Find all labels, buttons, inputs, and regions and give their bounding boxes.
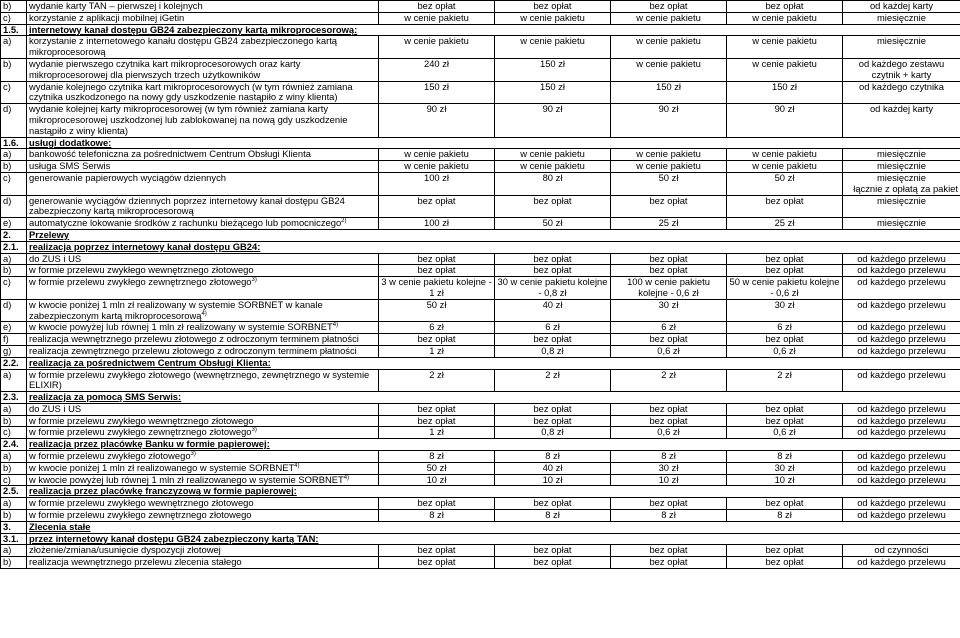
fee-frequency: od każdego przelewu: [843, 474, 960, 486]
fee-value: w cenie pakietu: [611, 149, 727, 161]
row-number: 2.4.: [1, 439, 27, 451]
row-description: wydanie kolejnej karty mikroprocesorowej (w tym również zamiana karty mikroprocesorowej uszkodzonej lub zablokowanej na nową gdy uszkodzenie nastąpiło z winy klienta): [27, 104, 379, 137]
fee-value: bez opłat: [379, 498, 495, 510]
fee-value: 2 zł: [611, 369, 727, 392]
fee-value: 2 zł: [379, 369, 495, 392]
section-row: [1, 486, 960, 498]
fee-frequency: od każdego przelewu: [843, 369, 960, 392]
table-row: [1, 498, 960, 510]
table-row: [1, 81, 960, 104]
fee-value: bez opłat: [495, 498, 611, 510]
fee-value: w cenie pakietu: [611, 161, 727, 173]
fee-value: bez opłat: [379, 265, 495, 277]
fee-value: 150 zł: [495, 58, 611, 81]
row-number: b): [1, 415, 27, 427]
fee-value: bez opłat: [611, 334, 727, 346]
fee-value: 30 zł: [727, 299, 843, 322]
fee-value: w cenie pakietu: [379, 36, 495, 59]
fee-value: 25 zł: [611, 218, 727, 230]
table-row: [1, 299, 960, 322]
row-description: w formie przelewu zwykłego wewnętrznego złotowego: [27, 415, 379, 427]
fee-value: bez opłat: [379, 403, 495, 415]
row-description: w kwocie poniżej 1 mln zł realizowanego w systemie SORBNET$^{4)}$: [27, 462, 379, 474]
row-description: w formie przelewu zwykłego złotowego (wewnętrznego, zewnętrznego w systemie ELIXIR): [27, 369, 379, 392]
section-title: realizacja poprzez internetowy kanał dostępu GB24:: [27, 241, 960, 253]
fee-value: 0,6 zł: [727, 427, 843, 439]
table-row: [1, 172, 960, 195]
row-number: a): [1, 451, 27, 463]
table-row: [1, 369, 960, 392]
fee-value: bez opłat: [727, 415, 843, 427]
footnote-marker: 4): [332, 322, 339, 329]
section-row: [1, 521, 960, 533]
row-number: b): [1, 462, 27, 474]
row-description: wydanie karty TAN – pierwszej i kolejnych: [27, 1, 379, 13]
fee-frequency: od każdego przelewu: [843, 462, 960, 474]
fee-value: 8 zł: [379, 451, 495, 463]
row-description: w formie przelewu zwykłego wewnętrznego złotowego: [27, 265, 379, 277]
table-row: [1, 451, 960, 463]
fee-value: bez opłat: [611, 557, 727, 569]
table-row: [1, 58, 960, 81]
fee-frequency: od każdego przelewu: [843, 403, 960, 415]
fee-value: 10 zł: [611, 474, 727, 486]
fee-value: w cenie pakietu: [727, 149, 843, 161]
fee-value: 50 w cenie pakietu kolejne - 0,6 zł: [727, 277, 843, 300]
fee-value: bez opłat: [611, 403, 727, 415]
table-row: [1, 195, 960, 218]
row-number: a): [1, 149, 27, 161]
fee-value: 50 zł: [379, 462, 495, 474]
table-row: [1, 322, 960, 334]
fee-value: 40 zł: [495, 462, 611, 474]
table-row: [1, 36, 960, 59]
row-description: w formie przelewu zwykłego wewnętrznego złotowego: [27, 498, 379, 510]
fee-value: 90 zł: [495, 104, 611, 137]
fee-value: 10 zł: [379, 474, 495, 486]
row-number: c): [1, 427, 27, 439]
fee-value: 25 zł: [727, 218, 843, 230]
section-row: [1, 137, 960, 149]
section-title: realizacja przez placówkę franczyzową w formie papierowej:: [27, 486, 960, 498]
fee-value: 240 zł: [379, 58, 495, 81]
row-number: a): [1, 403, 27, 415]
fee-value: 150 zł: [727, 81, 843, 104]
fee-value: 50 zł: [611, 172, 727, 195]
fee-value: bez opłat: [611, 415, 727, 427]
table-row: [1, 104, 960, 137]
fee-value: bez opłat: [727, 498, 843, 510]
footnote-marker: 4): [343, 474, 350, 481]
fee-value: w cenie pakietu: [379, 12, 495, 24]
fee-value: w cenie pakietu: [727, 58, 843, 81]
section-title: realizacja za pomocą SMS Serwis:: [27, 392, 960, 404]
fee-value: w cenie pakietu: [727, 161, 843, 173]
row-description: generowanie papierowych wyciągów dziennych: [27, 172, 379, 195]
fee-value: 50 zł: [379, 299, 495, 322]
fee-value: 100 zł: [379, 218, 495, 230]
fee-value: 6 zł: [495, 322, 611, 334]
fee-frequency: miesięcznie: [843, 161, 960, 173]
row-number: 1.5.: [1, 24, 27, 36]
row-description: w kwocie powyżej lub równej 1 mln zł realizowanego w systemie SORBNET$^{4)}$: [27, 474, 379, 486]
fee-value: 150 zł: [379, 81, 495, 104]
fee-value: w cenie pakietu: [611, 12, 727, 24]
row-description: wydanie pierwszego czytnika kart mikroprocesorowych oraz karty mikroprocesorowej dla pierwszych trzech użytkowników: [27, 58, 379, 81]
fee-value: bez opłat: [611, 253, 727, 265]
row-description: realizacja zewnętrznego przelewu złotowego z odroczonym terminem płatności: [27, 345, 379, 357]
fee-value: bez opłat: [727, 265, 843, 277]
row-number: b): [1, 58, 27, 81]
fee-value: bez opłat: [611, 195, 727, 218]
fee-value: bez opłat: [495, 545, 611, 557]
fee-value: 80 zł: [495, 172, 611, 195]
section-row: [1, 533, 960, 545]
row-number: 2.2.: [1, 357, 27, 369]
fee-value: bez opłat: [611, 265, 727, 277]
row-number: c): [1, 81, 27, 104]
table-row: [1, 149, 960, 161]
fee-value: 8 zł: [379, 510, 495, 522]
fee-value: 50 zł: [727, 172, 843, 195]
fee-value: bez opłat: [495, 195, 611, 218]
fee-value: w cenie pakietu: [727, 12, 843, 24]
row-number: 3.: [1, 521, 27, 533]
fee-value: 40 zł: [495, 299, 611, 322]
fee-value: bez opłat: [611, 545, 727, 557]
fee-frequency: od każdego czytnika: [843, 81, 960, 104]
table-row: [1, 403, 960, 415]
row-number: c): [1, 172, 27, 195]
fee-value: 0,8 zł: [495, 427, 611, 439]
row-number: 1.6.: [1, 137, 27, 149]
row-number: f): [1, 334, 27, 346]
fee-note: łącznie z opłatą za pakiet: [853, 182, 958, 194]
table-row: [1, 474, 960, 486]
fee-value: 3 w cenie pakietu kolejne - 1 zł: [379, 277, 495, 300]
fee-value: bez opłat: [611, 498, 727, 510]
fee-frequency: miesięcznie: [843, 218, 960, 230]
table-row: [1, 253, 960, 265]
fee-frequency: od każdego przelewu: [843, 498, 960, 510]
row-number: a): [1, 36, 27, 59]
row-number: b): [1, 265, 27, 277]
fee-value: w cenie pakietu: [727, 36, 843, 59]
table-row: [1, 345, 960, 357]
fee-value: 8 zł: [611, 510, 727, 522]
row-description: do ZUS i US: [27, 253, 379, 265]
row-description: w formie przelewu zwykłego złotowego$^{3)}$: [27, 451, 379, 463]
section-row: [1, 24, 960, 36]
fee-value: bez opłat: [727, 1, 843, 13]
row-number: b): [1, 1, 27, 13]
fee-value: bez opłat: [379, 545, 495, 557]
fee-value: 10 zł: [727, 474, 843, 486]
row-number: a): [1, 545, 27, 557]
row-number: c): [1, 277, 27, 300]
fee-frequency: miesięcznie: [843, 36, 960, 59]
fee-table-body: [1, 1, 960, 569]
row-number: d): [1, 104, 27, 137]
row-number: c): [1, 474, 27, 486]
fee-value: 1 zł: [379, 427, 495, 439]
section-row: [1, 392, 960, 404]
fee-value: 8 zł: [611, 451, 727, 463]
section-title: przez internetowy kanał dostępu GB24 zabezpieczony kartą TAN:: [27, 533, 960, 545]
row-description: w formie przelewu zwykłego zewnętrznego złotowego$^{3)}$: [27, 427, 379, 439]
fee-frequency: od każdego przelewu: [843, 557, 960, 569]
fee-frequency: od każdej karty: [843, 1, 960, 13]
row-description: usługa SMS Serwis: [27, 161, 379, 173]
row-description: automatyczne lokowanie środków z rachunku bieżącego lub pomocniczego$^{2)}$: [27, 218, 379, 230]
section-row: [1, 439, 960, 451]
fee-value: 0,6 zł: [727, 345, 843, 357]
fee-value: bez opłat: [379, 253, 495, 265]
section-title: realizacja za pośrednictwem Centrum Obsługi Klienta:: [27, 357, 960, 369]
footnote-marker: 2): [341, 218, 347, 225]
fee-value: bez opłat: [495, 1, 611, 13]
fee-frequency: od każdego przelewu: [843, 299, 960, 322]
table-row: [1, 277, 960, 300]
fee-value: 90 zł: [379, 104, 495, 137]
fee-value: bez opłat: [379, 415, 495, 427]
row-description: w formie przelewu zwykłego zewnętrznego złotowego: [27, 510, 379, 522]
fee-value: w cenie pakietu: [379, 161, 495, 173]
footnote-marker: 4): [201, 310, 207, 317]
fee-value: 0,6 zł: [611, 345, 727, 357]
fee-value: bez opłat: [379, 334, 495, 346]
fee-value: bez opłat: [495, 415, 611, 427]
row-number: a): [1, 369, 27, 392]
row-description: korzystanie z aplikacji mobilnej iGetin: [27, 12, 379, 24]
fee-value: 30 zł: [611, 462, 727, 474]
section-title: internetowy kanał dostępu GB24 zabezpieczony kartą mikroprocesorową:: [27, 24, 960, 36]
footnote-marker: 4): [294, 462, 300, 469]
fee-value: w cenie pakietu: [611, 58, 727, 81]
fee-frequency: od czynności: [843, 545, 960, 557]
fee-frequency: od każdego przelewu: [843, 415, 960, 427]
row-number: g): [1, 345, 27, 357]
fee-value: 30 zł: [727, 462, 843, 474]
row-description: generowanie wyciągów dziennych poprzez internetowy kanał dostępu GB24 zabezpieczony kartą mikroprocesorową: [27, 195, 379, 218]
fee-value: 10 zł: [495, 474, 611, 486]
row-number: 2.: [1, 229, 27, 241]
table-row: [1, 462, 960, 474]
fee-value: 6 zł: [611, 322, 727, 334]
section-title: usługi dodatkowe:: [27, 137, 960, 149]
row-number: a): [1, 498, 27, 510]
table-row: [1, 545, 960, 557]
table-row: [1, 334, 960, 346]
fee-frequency: od każdego zestawu czytnik + karty: [843, 58, 960, 81]
fee-value: 2 zł: [727, 369, 843, 392]
fee-value: 1 zł: [379, 345, 495, 357]
fee-value: bez opłat: [495, 403, 611, 415]
fee-frequency: od każdego przelewu: [843, 427, 960, 439]
fee-value: 30 zł: [611, 299, 727, 322]
section-title: Przelewy: [27, 229, 960, 241]
table-row: [1, 218, 960, 230]
row-number: 2.5.: [1, 486, 27, 498]
row-number: 2.3.: [1, 392, 27, 404]
row-description: w kwocie powyżej lub równej 1 mln zł realizowany w systemie SORBNET$^{4)}$: [27, 322, 379, 334]
fee-value: 150 zł: [611, 81, 727, 104]
fee-frequency: miesięcznie: [843, 12, 960, 24]
fee-value: bez opłat: [727, 334, 843, 346]
section-row: [1, 241, 960, 253]
fee-frequency: miesięcznie: [843, 149, 960, 161]
fee-frequency: miesięcznie: [843, 195, 960, 218]
row-description: korzystanie z internetowego kanału dostępu GB24 zabezpieczonego kartą mikroprocesorową: [27, 36, 379, 59]
fee-value: bez opłat: [495, 265, 611, 277]
fee-value: 0,6 zł: [611, 427, 727, 439]
row-number: b): [1, 510, 27, 522]
section-title: Zlecenia stałe: [27, 521, 960, 533]
fee-value: 2 zł: [495, 369, 611, 392]
fee-value: bez opłat: [727, 403, 843, 415]
row-description: do ZUS i US: [27, 403, 379, 415]
fee-value: 150 zł: [495, 81, 611, 104]
section-row: [1, 357, 960, 369]
row-number: e): [1, 322, 27, 334]
fee-frequency: od każdego przelewu: [843, 253, 960, 265]
fee-value: bez opłat: [727, 195, 843, 218]
fee-value: 8 zł: [727, 451, 843, 463]
fee-value: bez opłat: [379, 557, 495, 569]
row-description: wydanie kolejnego czytnika kart mikroprocesorowych (w tym również zamiana czytnika uszkodzonego na nowy gdy uszkodzenie nastąpiło z winy klienta): [27, 81, 379, 104]
fee-value: bez opłat: [727, 557, 843, 569]
fee-value: bez opłat: [611, 1, 727, 13]
fee-frequency: od każdego przelewu: [843, 277, 960, 300]
row-number: a): [1, 253, 27, 265]
table-row: [1, 510, 960, 522]
row-description: w formie przelewu zwykłego zewnętrznego złotowego$^{3)}$: [27, 277, 379, 300]
row-number: c): [1, 12, 27, 24]
fee-frequency: od każdej karty: [843, 104, 960, 137]
row-number: 3.1.: [1, 533, 27, 545]
section-row: [1, 229, 960, 241]
fee-value: bez opłat: [727, 253, 843, 265]
fee-frequency: od każdego przelewu: [843, 345, 960, 357]
row-number: 2.1.: [1, 241, 27, 253]
fee-frequency: miesięcznie łącznie z opłatą za pakiet: [843, 172, 960, 195]
table-row: [1, 12, 960, 24]
row-description: realizacja wewnętrznego przelewu zlecenia stałego: [27, 557, 379, 569]
fee-value: 8 zł: [727, 510, 843, 522]
footnote-marker: 3): [251, 427, 257, 434]
fee-value: bez opłat: [379, 1, 495, 13]
row-number: b): [1, 161, 27, 173]
footnote-marker: 3): [190, 450, 196, 457]
row-number: d): [1, 195, 27, 218]
table-row: [1, 161, 960, 173]
fee-value: w cenie pakietu: [611, 36, 727, 59]
table-row: [1, 427, 960, 439]
fee-value: 0,8 zł: [495, 345, 611, 357]
table-row: [1, 415, 960, 427]
fee-value: 8 zł: [495, 510, 611, 522]
fee-value: bez opłat: [495, 253, 611, 265]
fee-frequency: od każdego przelewu: [843, 322, 960, 334]
fee-value: bez opłat: [495, 334, 611, 346]
fee-value: bez opłat: [379, 195, 495, 218]
fee-value: 100 w cenie pakietu kolejne - 0,6 zł: [611, 277, 727, 300]
fee-frequency: od każdego przelewu: [843, 334, 960, 346]
fee-value: 50 zł: [495, 218, 611, 230]
fee-value: bez opłat: [495, 557, 611, 569]
fee-frequency: od każdego przelewu: [843, 510, 960, 522]
table-row: [1, 1, 960, 13]
fee-value: 90 zł: [727, 104, 843, 137]
fee-value: 8 zł: [495, 451, 611, 463]
row-number: b): [1, 557, 27, 569]
fee-value: bez opłat: [727, 545, 843, 557]
fee-value: w cenie pakietu: [495, 161, 611, 173]
fee-value: 100 zł: [379, 172, 495, 195]
row-description: realizacja wewnętrznego przelewu złotowego z odroczonym terminem płatności: [27, 334, 379, 346]
row-number: e): [1, 218, 27, 230]
fee-frequency: od każdego przelewu: [843, 265, 960, 277]
table-row: [1, 265, 960, 277]
fee-value: w cenie pakietu: [379, 149, 495, 161]
row-description: bankowość telefoniczna za pośrednictwem Centrum Obsługi Klienta: [27, 149, 379, 161]
fee-value: 6 zł: [379, 322, 495, 334]
row-description: w kwocie poniżej 1 mln zł realizowany w systemie SORBNET w kanale zabezpieczonym kartą mikroprocesorową$^{4)}$: [27, 299, 379, 322]
section-title: realizacja przez placówkę Banku w formie papierowej:: [27, 439, 960, 451]
fee-value: 30 w cenie pakietu kolejne - 0,8 zł: [495, 277, 611, 300]
fee-value: w cenie pakietu: [495, 12, 611, 24]
footnote-marker: 3): [251, 277, 257, 283]
fee-value: w cenie pakietu: [495, 36, 611, 59]
fee-value: 90 zł: [611, 104, 727, 137]
table-row: [1, 557, 960, 569]
row-description: złożenie/zmiana/usunięcie dyspozycji złotowej: [27, 545, 379, 557]
fee-value: w cenie pakietu: [495, 149, 611, 161]
fee-value: 6 zł: [727, 322, 843, 334]
fee-frequency: od każdego przelewu: [843, 451, 960, 463]
row-number: d): [1, 299, 27, 322]
